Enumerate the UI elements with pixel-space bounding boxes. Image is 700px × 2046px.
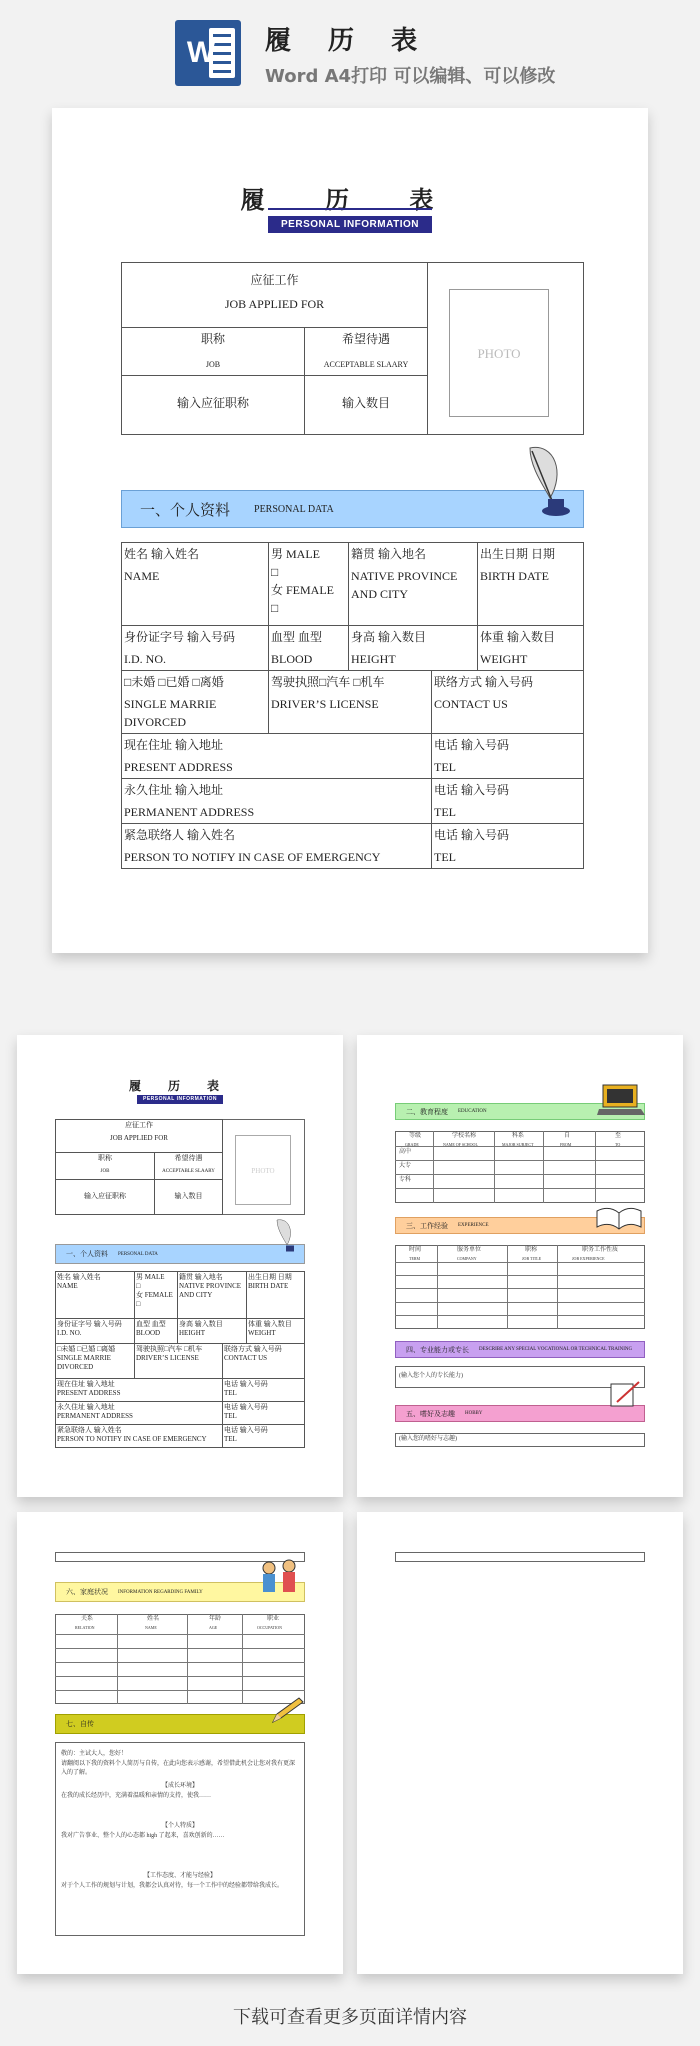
salary-cn: 希望待遇 [341,332,390,346]
position-cn: 职称 [200,332,225,346]
job-applied-cell [121,262,428,328]
job-en: JOB APPLIED FOR [224,297,325,311]
gender-cell[interactable]: 男 MALE □ 女 FEMALE □ [268,542,349,626]
job-cn: 应征工作 [250,273,299,287]
thumb1-quill-icon [267,1217,307,1257]
present-tel-cell[interactable]: 电话 输入号码 TEL [431,733,584,779]
pencil-icon [269,1696,305,1726]
family-icon [255,1558,305,1598]
personal-info-bar: PERSONAL INFORMATION [268,216,432,233]
thumb2-section-skills: 四、专业能力或专长 DESCRIBE ANY SPECIAL VOCATIONAL OR TECHNICAL TRAINING [395,1341,645,1358]
thumb1-title: 履 历 表 [128,1079,231,1093]
salary-input[interactable]: 输入数目 [304,375,428,435]
permanent-tel-cell[interactable]: 电话 输入号码 TEL [431,778,584,824]
weight-cell[interactable]: 体重 输入数目 WEIGHT [477,625,584,671]
emergency-contact-cell[interactable]: 紧急联络人 输入姓名 PERSON TO NOTIFY IN CASE OF EMERGENCY [121,823,432,869]
salary-cell [304,327,428,376]
book-icon [593,1203,645,1231]
position-input[interactable]: 输入应征职称 [121,375,305,435]
blood-cell[interactable]: 血型 血型 BLOOD [268,625,349,671]
thumbnail-page-1[interactable]: 履 历 表 PERSONAL INFORMATION 应征工作 JOB APPLIED FOR 职称 JOB 希望待遇 ACCEPTABLE SLAARY 输入应征职称 输入数目 PHOTO 一、个人资料 PERSONAL DATA 姓名 输入姓名 NAME 男 MALE □ 女 FEMALE □ 籍贯 输入地名 NATIVE PROVINCE AND CITY 出生日期 日期 BIRTH DATE 身份证字号 输入号码 I.D. NO. 血型 血型 BLOOD 身高 输入数目 HEIGHT 体重 输入数目 WEIGHT □未婚 □已婚 □离婚 SINGLE MARRIE DIVORCED 驾驶执照□汽车 □机车 DRIVER’S LICENSE 联络方式 输入号码 CONTACT US 现在住址 输入地址 PRESENT ADDRESS 电话 输入号码 TEL 永久住址 输入地址 PERMANENT ADDRESS 电话 输入号码 TEL 紧急联络人 输入姓名 PERSON TO NOTIFY IN CASE OF EMERGENCY 电话 输入号码 TEL [17,1035,343,1497]
section1-cn: 一、个人资料 [140,502,231,519]
photo-box[interactable] [449,289,549,417]
birth-cell[interactable]: 出生日期 日期 BIRTH DATE [477,542,584,626]
marital-cell[interactable]: □未婚 □已婚 □离婚 SINGLE MARRIE DIVORCED [121,670,269,734]
laptop-icon [597,1083,645,1119]
thumb3-section-family: 六、家庭状况 INFORMATION REGARDING FAMILY [55,1582,305,1602]
thumbnail-page-4[interactable] [357,1512,683,1974]
page-title: 履 历 表 [265,26,432,56]
permanent-address-cell[interactable]: 永久住址 输入地址 PERMANENT ADDRESS [121,778,432,824]
thumb2-section-hobby: 五、嗜好及志趣 HOBBY [395,1405,645,1422]
thumb3-section-autobiography: 七、自传 [55,1714,305,1734]
thumbnail-page-3[interactable]: 六、家庭状况 INFORMATION REGARDING FAMILY 关系 姓名 年龄 职业 RELATION NAME AGE OCCUPATION 七、自传 敬的：主试大人，您好！ 请翻阅以下我的资料个人简历与自传，在此向您表示感谢，希望借此机会让您对我有更深入的了解。 【成长环境】 在我的成长经历中，充满着温暖和亲情的支持，使我…… 【个人特质】 我对广告事业、整个人的心态都 high 了起来，喜欢创新的…… 【工作态度、才能与经验】 对于个人工作的规划与计划，我都会认真对待，每一个工作中的经验都带给我成长。 [17,1512,343,1974]
thumb1-bar: PERSONAL INFORMATION [137,1095,223,1104]
salary-en: ACCEPTABLE SLAARY [323,360,409,369]
height-cell[interactable]: 身高 输入数目 HEIGHT [348,625,478,671]
section1-en: PERSONAL DATA [254,503,334,515]
thumb2-section-education: 二、教育程度 EDUCATION [395,1103,645,1120]
emergency-tel-cell[interactable]: 电话 输入号码 TEL [431,823,584,869]
thumbnail-page-2[interactable]: 二、教育程度 EDUCATION 等级 学校名称 科系 自 至 GRADE NAME OF SCHOOL MAJOR SUBJECT FROM TO 高中 大专 专科 三、工作经验 EXPERIENCE 时间 服务单位 职称 职务工作性质 TERM COMPANY JOB TITLE JOB EXPERIENCE 四、专业能力或专长 DESCRIBE ANY SPECIAL VOCATIONAL OR TECHNICAL TRAINING (输入您个人的专长能力) 五、嗜好及志趣 HOBBY (输入您的嗜好与志趣) [357,1035,683,1497]
page-subtitle: Word A4打印 可以编辑、可以修改 [265,66,556,87]
download-more-footer[interactable]: 下载可查看更多页面详情内容 [233,2007,467,2028]
license-cell[interactable]: 驾驶执照□汽车 □机车 DRIVER’S LICENSE [268,670,432,734]
contact-cell[interactable]: 联络方式 输入号码 CONTACT US [431,670,584,734]
notepad-icon [609,1380,641,1408]
native-cell[interactable]: 籍贯 输入地名 NATIVE PROVINCE AND CITY [348,542,478,626]
quill-icon [510,443,590,521]
id-cell[interactable]: 身份证字号 输入号码 I.D. NO. [121,625,269,671]
present-address-cell[interactable]: 现在住址 输入地址 PRESENT ADDRESS [121,733,432,779]
position-cell [121,327,305,376]
thumb2-section-experience: 三、工作经验 EXPERIENCE [395,1217,645,1234]
word-icon: W [175,20,241,86]
position-en: JOB [205,360,221,369]
doc-title: 履 历 表 [240,185,460,214]
main-document-page [52,108,648,953]
experience-table [395,1245,645,1329]
photo-label: PHOTO [477,346,521,361]
name-cell[interactable]: 姓名 输入姓名 NAME [121,542,269,626]
